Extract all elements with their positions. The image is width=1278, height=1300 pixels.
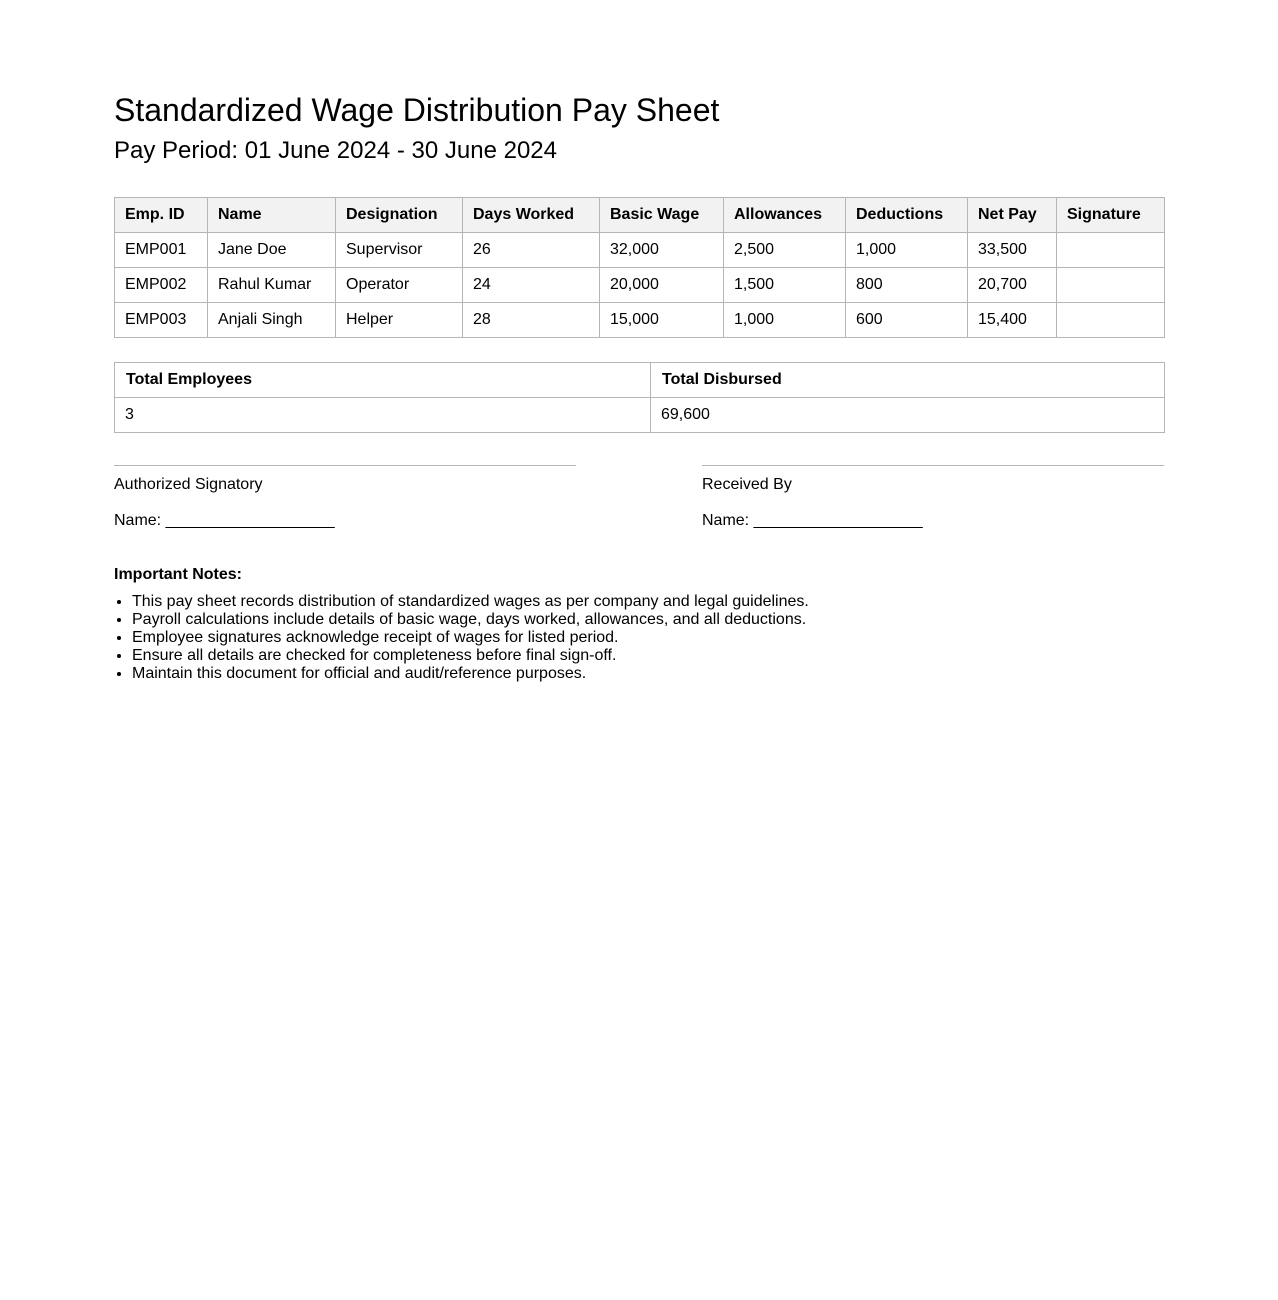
cell-emp-id: EMP002 — [115, 268, 208, 303]
pay-table-header-row — [115, 198, 1165, 233]
received-by-block — [702, 465, 1164, 529]
cell-emp-id: EMP001 — [115, 233, 208, 268]
page-title: Standardized Wage Distribution Pay Sheet — [114, 92, 720, 128]
header-emp-id: Emp. ID — [115, 198, 208, 233]
list-item: • Employee signatures acknowledge receipt of wages for listed period. — [132, 629, 809, 647]
cell-days-worked: 24 — [463, 268, 600, 303]
cell-basic-wage: 15,000 — [600, 303, 724, 338]
cell-deductions: 600 — [846, 303, 968, 338]
list-item: • Ensure all details are checked for completeness before final sign-off. — [132, 647, 809, 665]
header-name: Name — [208, 198, 336, 233]
cell-designation: Operator — [336, 268, 463, 303]
signature-line — [702, 465, 1164, 466]
cell-signature — [1057, 303, 1165, 338]
cell-name: Jane Doe — [208, 233, 336, 268]
cell-basic-wage: 20,000 — [600, 268, 724, 303]
received-by-name: Name: ___________________ — [702, 512, 923, 529]
header-basic-wage: Basic Wage — [600, 198, 724, 233]
header-designation: Designation — [336, 198, 463, 233]
summary-table — [114, 362, 1165, 433]
header-total-disbursed: Total Disbursed — [651, 363, 1165, 398]
cell-deductions: 800 — [846, 268, 968, 303]
cell-days-worked: 26 — [463, 233, 600, 268]
cell-allowances: 2,500 — [724, 233, 846, 268]
cell-allowances: 1,500 — [724, 268, 846, 303]
pay-period: Pay Period: 01 June 2024 - 30 June 2024 — [114, 137, 557, 164]
cell-allowances: 1,000 — [724, 303, 846, 338]
cell-signature — [1057, 268, 1165, 303]
cell-days-worked: 28 — [463, 303, 600, 338]
authorized-signatory-name: Name: ___________________ — [114, 512, 335, 529]
notes-list — [114, 593, 809, 683]
summary-header-row — [115, 363, 1165, 398]
cell-net-pay: 15,400 — [968, 303, 1057, 338]
table-row — [115, 233, 1165, 268]
cell-designation: Helper — [336, 303, 463, 338]
cell-signature — [1057, 233, 1165, 268]
pay-table — [114, 197, 1165, 338]
total-employees-value: 3 — [115, 398, 651, 433]
header-days-worked: Days Worked — [463, 198, 600, 233]
summary-value-row — [115, 398, 1165, 433]
list-item: • Maintain this document for official and audit/reference purposes. — [132, 665, 809, 683]
cell-name: Rahul Kumar — [208, 268, 336, 303]
header-deductions: Deductions — [846, 198, 968, 233]
cell-net-pay: 33,500 — [968, 233, 1057, 268]
header-allowances: Allowances — [724, 198, 846, 233]
cell-name: Anjali Singh — [208, 303, 336, 338]
cell-deductions: 1,000 — [846, 233, 968, 268]
header-signature: Signature — [1057, 198, 1165, 233]
received-by-label: Received By — [702, 476, 792, 493]
authorized-signatory-label: Authorized Signatory — [114, 476, 263, 493]
list-item: • Payroll calculations include details of basic wage, days worked, allowances, and all deductions. — [132, 611, 809, 629]
table-row — [115, 268, 1165, 303]
cell-basic-wage: 32,000 — [600, 233, 724, 268]
cell-net-pay: 20,700 — [968, 268, 1057, 303]
header-total-employees: Total Employees — [115, 363, 651, 398]
list-item: • This pay sheet records distribution of standardized wages as per company and legal guidelines. — [132, 593, 809, 611]
authorized-signatory-block — [114, 465, 576, 529]
header-net-pay: Net Pay — [968, 198, 1057, 233]
table-row — [115, 303, 1165, 338]
cell-emp-id: EMP003 — [115, 303, 208, 338]
signature-line — [114, 465, 576, 466]
notes-title: Important Notes: — [114, 566, 242, 583]
cell-designation: Supervisor — [336, 233, 463, 268]
total-disbursed-value: 69,600 — [651, 398, 1165, 433]
